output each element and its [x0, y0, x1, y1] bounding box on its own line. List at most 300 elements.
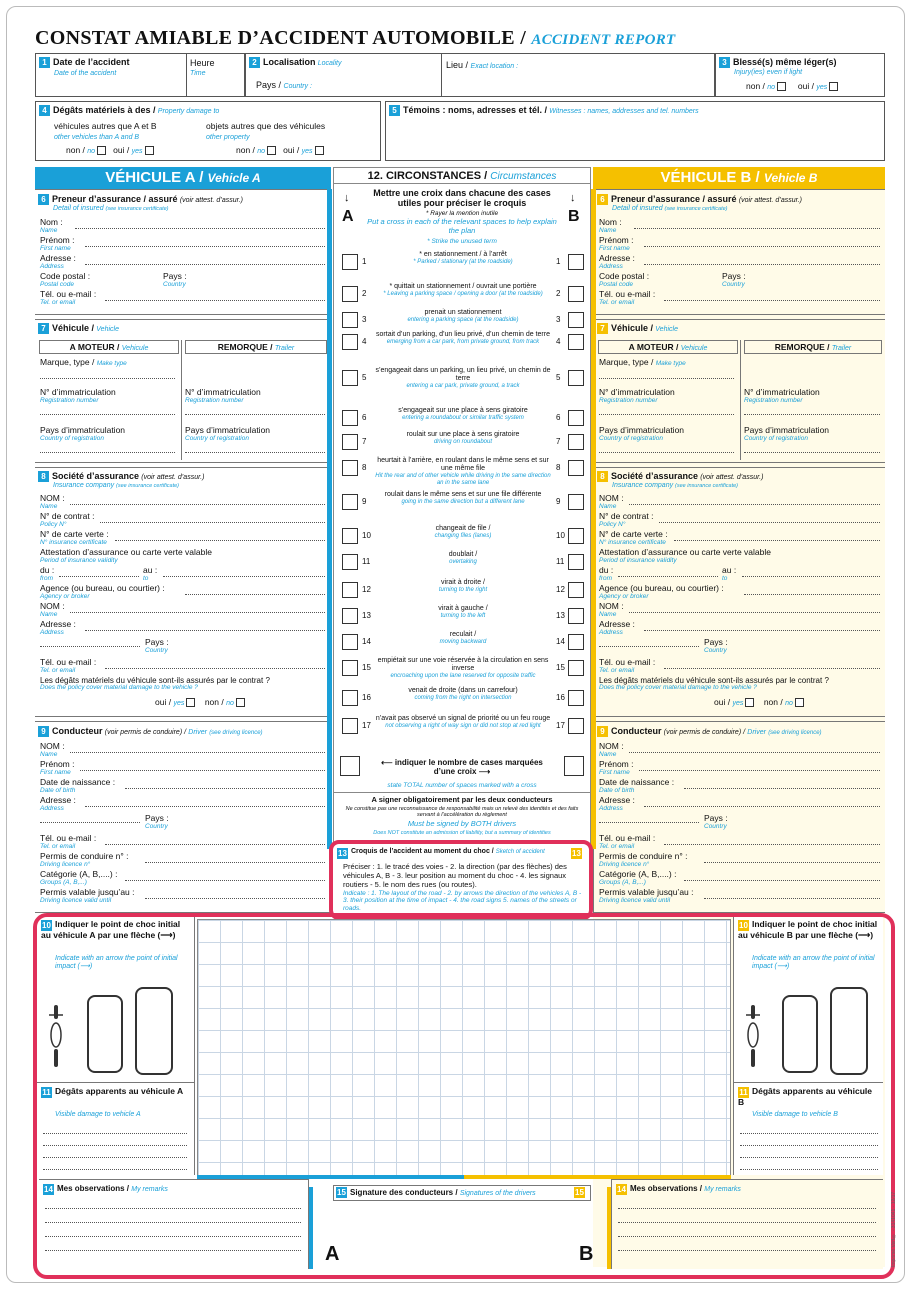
impact-label: Indiquer le point de choc initial au véhicule [41, 919, 181, 940]
circumstance-a-checkbox[interactable] [342, 582, 358, 598]
section-number: 4 [39, 105, 50, 116]
field-label-en: Country [163, 280, 186, 288]
field-label-en: Name [599, 750, 617, 758]
field-label: Permis valable jusqu’au : [40, 887, 135, 897]
section-9-driver-b[interactable] [593, 721, 885, 913]
field-label: N° de contrat : [599, 511, 654, 521]
circumstance-b-checkbox[interactable] [568, 582, 584, 598]
circumstance-fr: venait de droite (dans un carrefour) [408, 687, 518, 694]
insured-note-en: (see insurance certificate) [664, 206, 728, 212]
vehicle-label: Véhicule / [611, 323, 654, 333]
circumstance-en: entering a parking space (at the roadside) [407, 317, 519, 324]
circumstance-number: 14 [362, 637, 371, 646]
circumstance-row [334, 282, 592, 310]
remarks-label: Mes observations / [57, 1184, 130, 1193]
trailer-label-en: Trailer [274, 345, 295, 352]
witnesses-label-en: Witnesses : names, addresses and tel. numbers [549, 108, 699, 115]
total-b-box[interactable] [564, 756, 584, 776]
coverage-question: Les dégâts matériels du véhicule sont-ils assurés par le contrat ? [599, 676, 829, 685]
field-label-en: Country [145, 822, 168, 830]
circumstance-number: 8 [362, 463, 367, 472]
trailer-header [185, 340, 327, 354]
section-number: 15 [575, 1188, 584, 1197]
sketch-label-en: Sketch of accident [495, 849, 545, 855]
section-number: 7 [597, 323, 608, 334]
section-2-location[interactable] [245, 53, 715, 97]
circumstance-number: 10 [556, 531, 565, 540]
section-number: 11 [739, 1088, 748, 1097]
vehicle-label-en: Vehicle [96, 326, 119, 333]
section-1-date[interactable] [35, 53, 245, 97]
impact-label-en: Indicate with an arrow the point of initial impact (⟶) [55, 955, 178, 971]
section-8-insurance-a[interactable] [35, 467, 331, 717]
circumstance-en: changing files (lanes) [434, 533, 492, 540]
circumstance-number: 6 [362, 413, 367, 422]
section-8-insurance-b[interactable] [593, 467, 885, 717]
field-label: N° de contrat : [40, 511, 95, 521]
vehicle-letter: A [89, 930, 96, 940]
total-label-en: state TOTAL number of spaces marked with a cross [387, 782, 537, 789]
section-number: 3 [719, 57, 730, 68]
field-label-en: Driving licence n° [599, 860, 650, 868]
circumstance-en: driving on roundabout [433, 439, 493, 446]
yes-label-en: yes [173, 700, 185, 707]
section-6-insured-b[interactable] [593, 189, 885, 315]
circumstance-a-checkbox[interactable] [342, 718, 358, 734]
vehicle-b-title: VÉHICULE B / [660, 169, 760, 186]
field-label-en: Country of registration [599, 434, 663, 442]
circumstance-b-checkbox[interactable] [568, 254, 584, 270]
circumstance-a-checkbox[interactable] [342, 312, 358, 328]
circumstance-b-checkbox[interactable] [568, 660, 584, 676]
circumstance-text [374, 331, 552, 346]
field-label-en: Groups (A, B,...) [599, 878, 646, 886]
field-label-en: Period of insurance validity [599, 556, 677, 564]
circumstance-row [334, 250, 592, 278]
field-label-en: Period of insurance validity [40, 556, 118, 564]
field-label-en: Country [704, 822, 727, 830]
name-field [40, 218, 63, 234]
circumstance-b-checkbox[interactable] [568, 494, 584, 510]
section-number: 9 [597, 726, 608, 737]
circumstance-text [374, 715, 552, 730]
field-label: Pays : [145, 813, 169, 823]
field-label: NOM : [40, 493, 65, 503]
field-label-en: First name [40, 244, 71, 252]
field-label: Agence (ou bureau, ou courtier) : [599, 583, 724, 593]
section-4-property-damage[interactable] [35, 101, 381, 161]
circumstance-a-checkbox[interactable] [342, 460, 358, 476]
vehicles-no-checkbox[interactable] [97, 146, 106, 155]
arrow-left-icon: ⟵ [381, 758, 393, 767]
column-b-label: B [568, 208, 580, 225]
field-label-en: Country of registration [744, 434, 808, 442]
objects-yes-checkbox[interactable] [315, 146, 324, 155]
vehicle-letter: A [135, 1111, 141, 1118]
circumstance-a-checkbox[interactable] [342, 690, 358, 706]
circumstance-text [374, 491, 552, 506]
driver-note-en: (see driving licence) [768, 730, 822, 736]
circumstance-number: 15 [556, 663, 565, 672]
motor-label-en: Vehicule [121, 345, 149, 352]
print-reference: Imprimé Vert® - 3141041 - 12/17 [891, 1191, 897, 1267]
title-fr: CONSTAT AMIABLE D’ACCIDENT AUTOMOBILE [35, 27, 515, 49]
circumstances-instruction: Mettre une croix dans chacune des cases utiles pour préciser le croquis [373, 188, 551, 209]
circumstance-text [374, 551, 552, 566]
circumstance-b-checkbox[interactable] [568, 286, 584, 302]
section-number: 14 [617, 1185, 626, 1194]
field-label: au : [722, 565, 737, 575]
motor-label-en: Vehicule [680, 345, 708, 352]
coverage-no-checkbox[interactable] [795, 698, 804, 707]
circumstance-fr: s’engageait sur une place à sens giratoire [398, 407, 528, 414]
circumstance-number: 4 [362, 337, 367, 346]
field-label-en: Tel. or email [40, 666, 76, 674]
coverage-yes-checkbox[interactable] [745, 698, 754, 707]
country-label-en: Country : [283, 83, 312, 90]
field-label: Prénom : [599, 235, 634, 245]
impact-arrow-label: par une flèche (⟶) [97, 930, 176, 940]
coverage-yes-checkbox[interactable] [186, 698, 195, 707]
trailer-label: REMORQUE / [774, 342, 830, 352]
location-label-en: Locality [317, 60, 342, 67]
vehicle-label-en: Vehicle [655, 326, 678, 333]
circumstance-number: 14 [556, 637, 565, 646]
circumstance-b-checkbox[interactable] [568, 718, 584, 734]
driver-label-en: Driver [188, 729, 207, 736]
circumstance-fr: virait à gauche / [438, 605, 488, 612]
field-label-en: from [599, 574, 612, 582]
circumstance-fr: * en stationnement / à l’arrêt [419, 251, 507, 258]
field-label: Code postal : [40, 271, 91, 281]
injuries-no-checkbox[interactable] [777, 82, 786, 91]
field-label: N° d’immatriculation [599, 387, 675, 397]
field-label-en: Make type [655, 360, 686, 367]
field-label: Permis de conduire n° : [599, 851, 688, 861]
field-label: au : [143, 565, 158, 575]
circumstance-row [334, 686, 592, 714]
circumstance-b-checkbox[interactable] [568, 434, 584, 450]
field-label: Prénom : [599, 759, 634, 769]
field-label: Catégorie (A, B,....) : [599, 869, 677, 879]
section-5-witnesses[interactable] [385, 101, 885, 161]
field-label-en: N° insurance certificate [40, 538, 107, 546]
circumstance-fr: reculait / [449, 631, 477, 638]
field-label-en: Tel. or email [599, 666, 635, 674]
field-label: Pays d’immatriculation [185, 425, 271, 435]
motor-header [39, 340, 179, 354]
field-label: Marque, type / [599, 357, 654, 367]
circumstance-row [334, 330, 592, 358]
circumstance-a-checkbox[interactable] [342, 334, 358, 350]
circumstance-b-checkbox[interactable] [568, 460, 584, 476]
circumstance-a-checkbox[interactable] [342, 434, 358, 450]
circumstance-a-checkbox[interactable] [342, 554, 358, 570]
field-label: Nom : [599, 217, 622, 227]
no-label: non / [236, 145, 255, 155]
circumstance-b-checkbox[interactable] [568, 528, 584, 544]
page-title [35, 27, 676, 50]
circumstance-number: 4 [556, 337, 561, 346]
field-label: Tél. ou e-mail : [599, 657, 656, 667]
circumstance-fr: roulait sur une place à sens giratoire [406, 431, 520, 438]
section-7-vehicle-b[interactable] [593, 319, 885, 463]
field-label: Adresse : [40, 253, 76, 263]
circumstance-a-checkbox[interactable] [342, 528, 358, 544]
insurance-note-en: (see insurance certificate) [675, 483, 739, 489]
circumstance-number: 16 [556, 693, 565, 702]
field-label: Adresse : [599, 795, 635, 805]
other-vehicles-label-en: other vehicles than A and B [54, 133, 140, 141]
section-number: 8 [597, 471, 608, 482]
damage-label-en: Visible damage to vehicle [55, 1111, 135, 1118]
circumstance-a-checkbox[interactable] [342, 608, 358, 624]
circumstance-en: entering a car park, private ground, a track [406, 383, 520, 390]
objects-no-checkbox[interactable] [267, 146, 276, 155]
section-number: 2 [249, 57, 260, 68]
section-number: 12. [367, 170, 383, 182]
field-label-en: Address [599, 804, 623, 812]
circumstance-text [374, 367, 552, 390]
vehicle-a-title-en: Vehicle A [207, 171, 261, 185]
sketch-instructions: Préciser : 1. le tracé des voies - 2. la direction (par des flèches) des véhicules A, B - 3. leur position au moment du choc - 4. les signaux routiers - 5. le nom des rues (ou routes). [343, 862, 567, 889]
yes-label: oui / [714, 697, 731, 707]
signatures-label: Signature des conducteurs / [350, 1188, 458, 1197]
vehicle-b-header [593, 167, 885, 189]
field-label-en: Address [40, 804, 64, 812]
coverage-question-en: Does the policy cover material damage to the vehicle ? [40, 684, 198, 692]
field-label-en: Policy N° [599, 520, 626, 528]
circumstance-row [334, 578, 592, 606]
circumstance-a-checkbox[interactable] [342, 660, 358, 676]
section-number: 9 [38, 726, 49, 737]
injuries-yes-checkbox[interactable] [829, 82, 838, 91]
circumstance-row [334, 456, 592, 484]
field-label: du : [599, 565, 614, 575]
title-en: ACCIDENT REPORT [531, 32, 676, 48]
arrow-down-icon: ↓ [570, 192, 576, 204]
field-label-en: Agency or broker [40, 592, 90, 600]
field-label: NOM : [40, 741, 65, 751]
circumstance-en: * Parked / stationary (at the roadside) [413, 259, 513, 266]
time-label: Heure [190, 58, 215, 68]
other-objects-label-en: other property [206, 133, 250, 141]
field-label: Adresse : [40, 619, 76, 629]
field-label-en: Name [40, 610, 58, 618]
motor-label: A MOTEUR / [69, 342, 120, 352]
sign-note: A signer obligatoirement par les deux conducteurs [371, 795, 553, 804]
circumstance-a-checkbox[interactable] [342, 254, 358, 270]
insured-label-en: Detail of insured [612, 205, 663, 212]
circumstance-en: emerging from a car park, from private ground, from track [386, 339, 540, 346]
circumstance-a-checkbox[interactable] [342, 494, 358, 510]
insurance-label: Société d’assurance [611, 471, 699, 481]
sign-note-detail-en: Does NOT constitute an admission of liability, but a summary of identities [373, 830, 551, 836]
motor-label: A MOTEUR / [628, 342, 679, 352]
circumstance-b-checkbox[interactable] [568, 410, 584, 426]
section-9-driver-a[interactable] [35, 721, 331, 913]
insurance-note: (voir attest. d’assur.) [700, 474, 764, 481]
circumstance-b-checkbox[interactable] [568, 690, 584, 706]
circumstance-b-checkbox[interactable] [568, 634, 584, 650]
impact-label: Indiquer le point de choc initial au véhicule [738, 919, 878, 940]
vehicles-yes-checkbox[interactable] [145, 146, 154, 155]
signature-a-label: A [325, 1243, 340, 1265]
field-label-en: Country [722, 280, 745, 288]
circumstance-b-checkbox[interactable] [568, 312, 584, 328]
vehicle-letter: B [738, 1097, 745, 1107]
yes-label-en: yes [301, 148, 313, 155]
no-label-en: no [87, 148, 96, 155]
country-label: Pays / [256, 80, 282, 90]
field-label-en: from [40, 574, 53, 582]
field-label-en: Name [599, 610, 617, 618]
circumstance-number: 17 [556, 721, 565, 730]
insured-label: Preneur d’assurance / assuré [611, 194, 737, 204]
injuries-label-en: Injury(ies) even if light [734, 69, 803, 76]
circumstance-en: coming from the right on intersection [414, 695, 512, 702]
circumstance-number: 13 [362, 611, 371, 620]
no-label: non / [204, 697, 224, 707]
field-label-en: Country of registration [185, 434, 249, 442]
section-number: 11 [42, 1088, 51, 1097]
field-label-en: Name [599, 226, 617, 234]
vehicle-letter: B [786, 930, 793, 940]
circumstance-row [334, 430, 592, 458]
field-label-en: Address [599, 628, 623, 636]
field-label: Tél. ou e-mail : [40, 833, 97, 843]
field-label-en: Groups (A, B,...) [40, 878, 87, 886]
circumstance-a-checkbox[interactable] [342, 286, 358, 302]
yes-label: oui / [797, 81, 814, 91]
circumstance-b-checkbox[interactable] [568, 554, 584, 570]
insurance-note: (voir attest. d’assur.) [141, 474, 205, 481]
circumstance-en: encroaching upon the lane reserved for opposite traffic [390, 673, 536, 680]
circumstance-text [374, 407, 552, 422]
insurance-label-en: Insurance company [612, 482, 674, 489]
date-label-en: Date of the accident [54, 70, 117, 77]
section-6-insured-a[interactable] [35, 189, 331, 315]
circumstance-row [334, 656, 592, 684]
circumstance-number: 16 [362, 693, 371, 702]
place-label-en: Exact location : [470, 63, 519, 70]
field-label: Catégorie (A, B,....) : [40, 869, 118, 879]
no-label-en: no [785, 700, 793, 707]
field-label: Permis valable jusqu’au : [599, 887, 694, 897]
accident-report-form [6, 6, 905, 1283]
circumstance-en: moving backward [439, 639, 487, 646]
driver-label-en: Driver [747, 729, 766, 736]
field-label: Adresse : [599, 619, 635, 629]
section-7-vehicle-a[interactable] [35, 319, 331, 463]
field-label: N° d’immatriculation [744, 387, 820, 397]
circumstance-row [334, 366, 592, 394]
circumstances-instruction-en: Put a cross in each of the relevant spaces to help explain the plan [367, 217, 557, 235]
yes-label-en: yes [732, 700, 744, 707]
field-label: Agence (ou bureau, ou courtier) : [40, 583, 165, 593]
section-number: 5 [389, 105, 400, 116]
damage-label: Dégâts apparents au véhicule [752, 1086, 872, 1096]
witnesses-label: Témoins : noms, adresses et tél. / [403, 105, 548, 115]
field-label: Tél. ou e-mail : [40, 657, 97, 667]
field-label: Date de naissance : [599, 777, 675, 787]
circumstance-en: turning to the left [440, 613, 486, 620]
field-label-en: Country [145, 646, 168, 654]
field-label: du : [40, 565, 55, 575]
field-label-en: First name [599, 768, 630, 776]
total-label: indiquer le nombre de cases marquées d’une croix [394, 758, 543, 777]
section-number: 13 [338, 849, 347, 858]
circumstance-b-checkbox[interactable] [568, 370, 584, 386]
circumstance-text [374, 431, 552, 446]
section-13-sketch-header [329, 840, 593, 920]
circumstance-number: 2 [362, 289, 367, 298]
circumstance-fr: empiétait sur une voie réservée à la circulation en sens inverse [377, 657, 549, 673]
field-label: Pays : [145, 637, 169, 647]
title-sep: / [520, 27, 527, 49]
total-a-box[interactable] [340, 756, 360, 776]
circumstance-en: going in the same direction but a different lane [401, 499, 525, 506]
circumstance-number: 8 [556, 463, 561, 472]
field-label-en: Address [40, 262, 64, 270]
insured-label-en: Detail of insured [53, 205, 104, 212]
field-label-en: Date of birth [599, 786, 635, 794]
field-label: NOM : [599, 741, 624, 751]
circumstance-text [374, 283, 552, 298]
remarks-label-en: My remarks [131, 1186, 168, 1193]
section-number: 6 [597, 194, 608, 205]
insured-note: (voir attest. d’assur.) [738, 197, 802, 204]
no-label: non / [746, 81, 765, 91]
field-label: NOM : [40, 601, 65, 611]
field-label-en: Tel. or email [599, 298, 635, 306]
impact-arrow-label: par une flèche (⟶) [795, 930, 874, 940]
circumstance-en: Hit the rear and of other vehicle while driving in the same direction an in the same lane [375, 473, 551, 486]
field-label-en: Registration number [40, 396, 99, 404]
section-12-circumstances [333, 167, 591, 857]
circumstance-fr: roulait dans le même sens et sur une file différente [384, 491, 542, 498]
field-label: Prénom : [40, 235, 75, 245]
circumstance-a-checkbox[interactable] [342, 410, 358, 426]
circumstance-text [374, 605, 552, 620]
location-label: Localisation [263, 57, 316, 67]
circumstance-b-checkbox[interactable] [568, 334, 584, 350]
yes-label: oui / [155, 697, 172, 707]
section-3-injuries[interactable] [715, 53, 885, 97]
time-label-en: Time [190, 70, 206, 77]
circumstance-fr: heurtait à l’arrière, en roulant dans le même sens et sur une même file [377, 457, 549, 473]
circumstance-text [374, 579, 552, 594]
no-label-en: no [257, 148, 266, 155]
circumstance-text [374, 251, 552, 266]
circumstance-b-checkbox[interactable] [568, 608, 584, 624]
circumstance-number: 9 [362, 497, 367, 506]
field-label-en: N° insurance certificate [599, 538, 666, 546]
signatures-label-en: Signatures of the drivers [459, 1190, 536, 1197]
sketch-label: Croquis de l’accident au moment du choc / [351, 848, 494, 855]
circumstance-fr: virait à droite / [441, 579, 485, 586]
circumstance-number: 10 [362, 531, 371, 540]
circumstance-a-checkbox[interactable] [342, 634, 358, 650]
circumstance-number: 3 [556, 315, 561, 324]
circumstance-a-checkbox[interactable] [342, 370, 358, 386]
arrow-right-icon: ⟶ [478, 767, 491, 777]
coverage-no-checkbox[interactable] [236, 698, 245, 707]
circumstances-label-en: Circumstances [490, 171, 557, 182]
impact-label-en: Indicate with an arrow the point of initial impact (⟶) [752, 955, 875, 971]
insurance-label: Société d’assurance [52, 471, 140, 481]
field-label-en: Driving licence n° [40, 860, 91, 868]
